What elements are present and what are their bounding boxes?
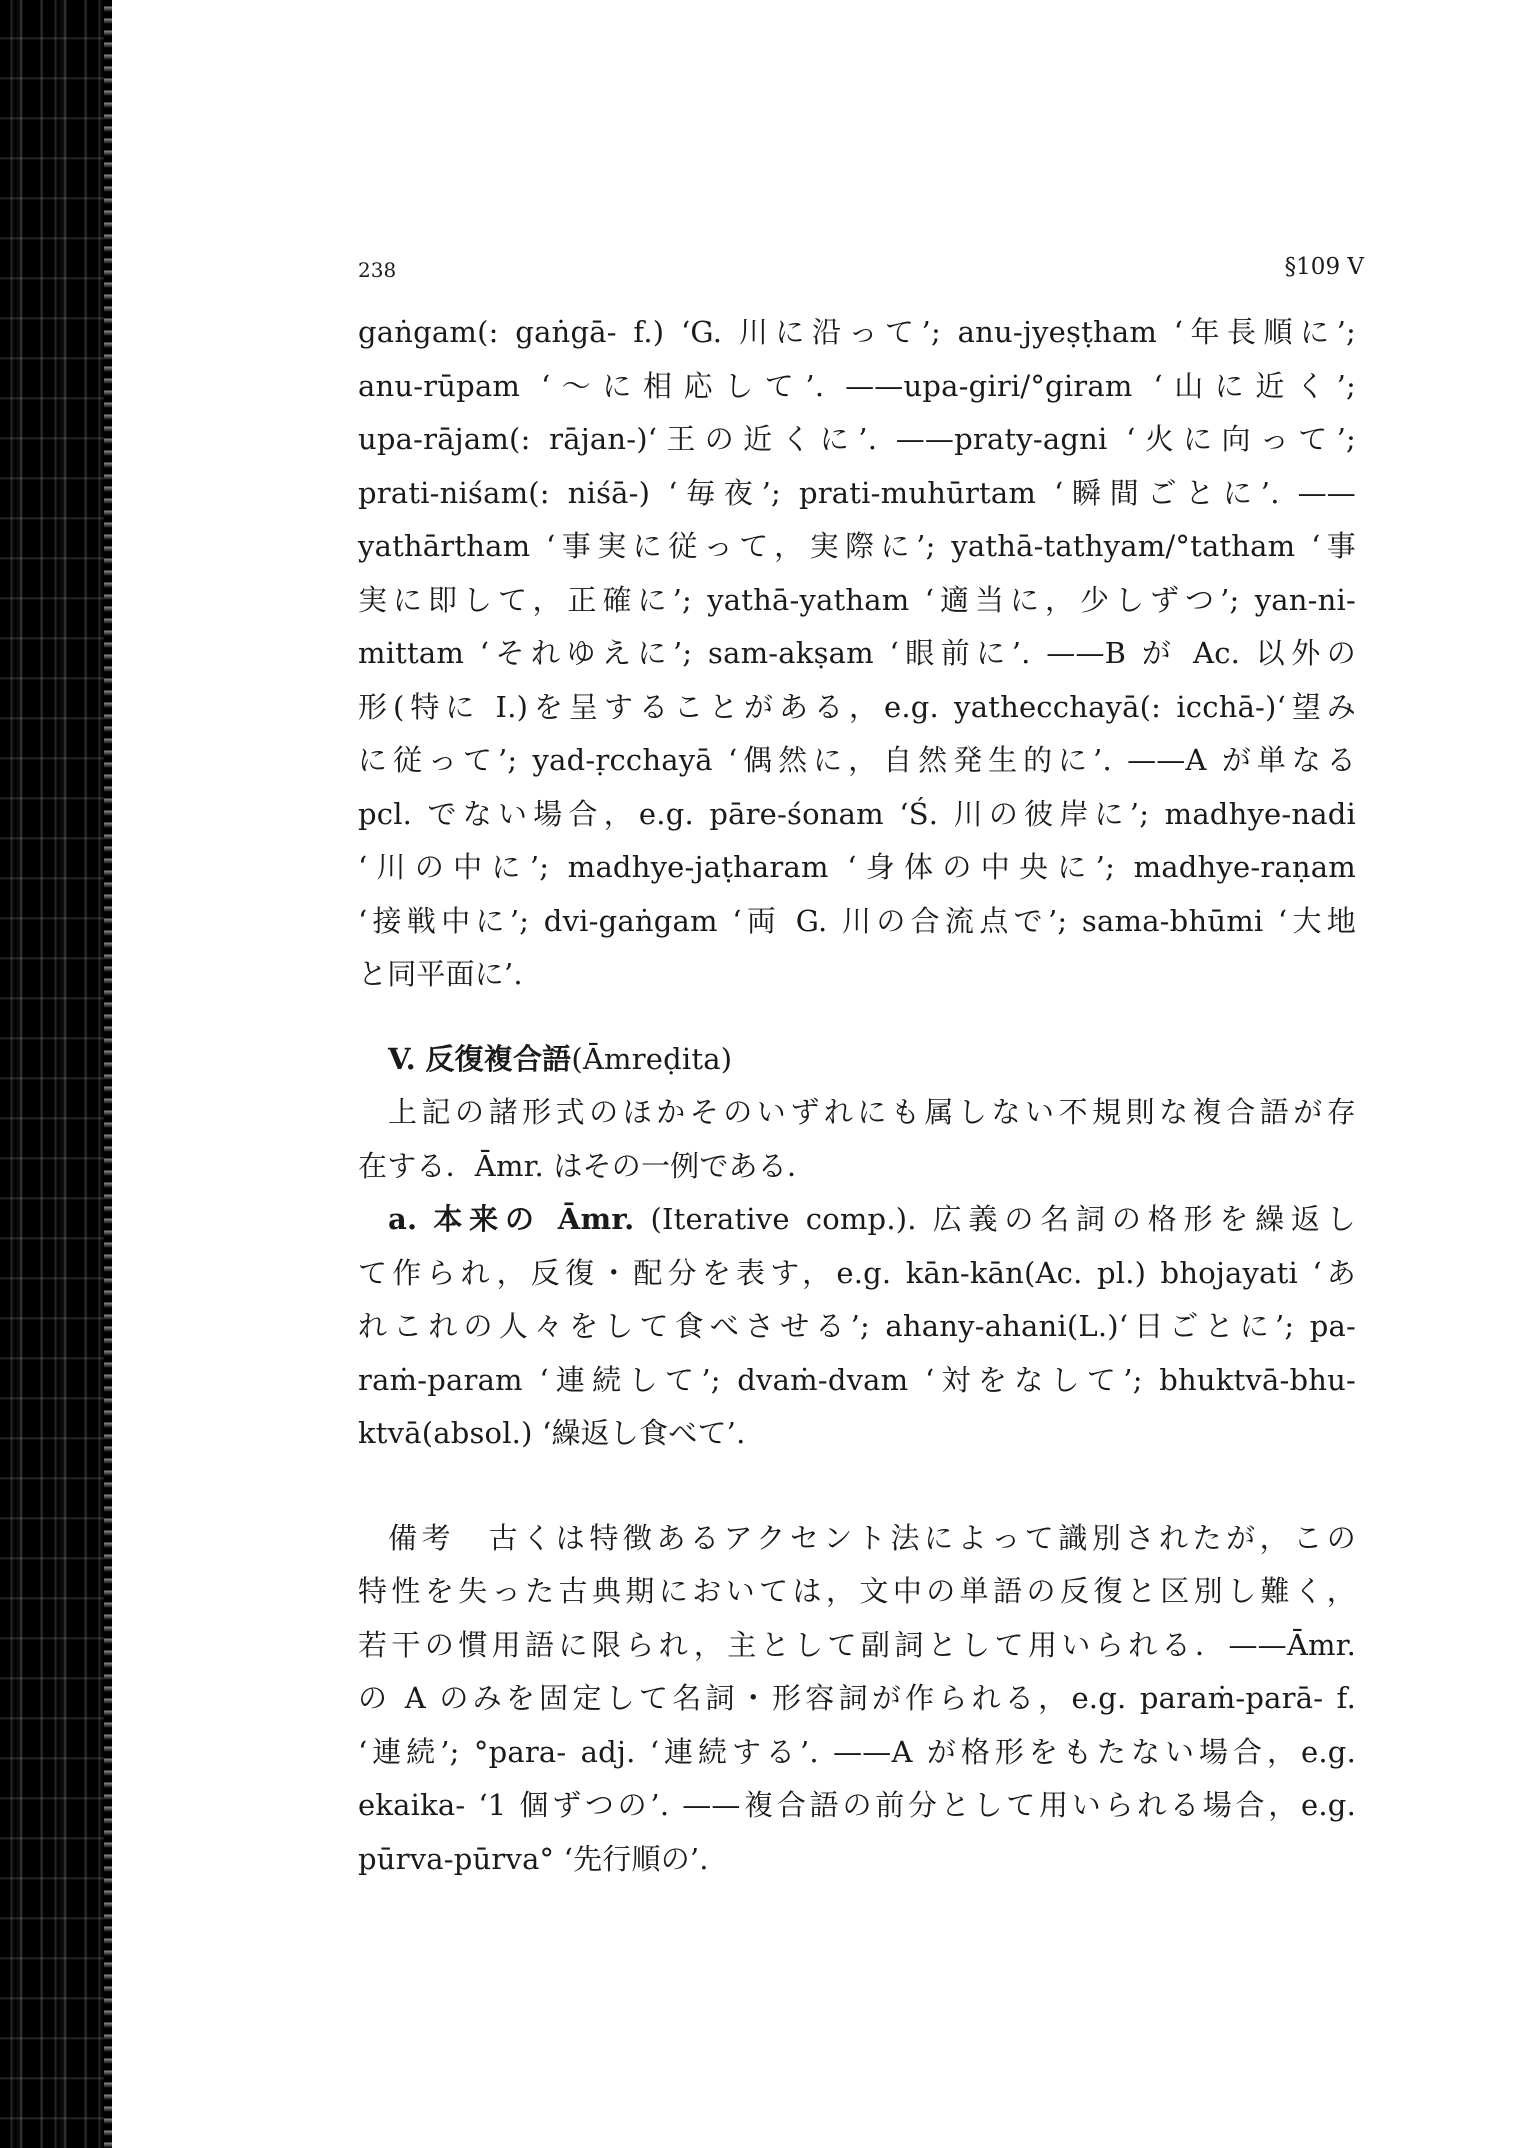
text-line: raṁ-param ‘連続して’; dvaṁ-dvam ‘対をなして’; bhuktvā-bhu- xyxy=(358,1362,1356,1397)
text-line: ‘川の中に’; madhye-jaṭharam ‘身体の中央に’; madhye-raṇam xyxy=(358,850,1356,884)
text-line: ‘接戦中に’; dvi-gaṅgam ‘両 G. 川の合流点で’; sama-bhūmi ‘大地 xyxy=(358,903,1356,938)
text-line: ktvā(absol.) ‘繰返し食べて’. xyxy=(358,1416,746,1450)
main-text xyxy=(358,306,1356,1886)
page-header xyxy=(358,240,1364,282)
text-line: upa-rājam(: rājan-)‘王の近くに’. ——praty-agni ‘火に向って’; xyxy=(358,422,1356,456)
text-line: 上記の諸形式のほかそのいずれにも属しない不規則な複合語が存 xyxy=(388,1095,1356,1129)
section-heading-term: (Āmreḍita) xyxy=(571,1041,733,1076)
text-line: ekaika- ‘1 個ずつの’. ——複合語の前分として用いられる場合，e.g. xyxy=(358,1788,1356,1822)
text-line: に従って’; yad-ṛcchayā ‘偶然に，自然発生的に’. ——A が単なる xyxy=(358,743,1356,777)
subsection-a xyxy=(358,1193,1356,1461)
section-intro xyxy=(358,1086,1356,1193)
text-line: pcl. でない場合，e.g. pāre-śonam ‘Ś. 川の彼岸に’; madhye-nadi xyxy=(358,796,1356,831)
subsection-text: (Iterative comp.). 広義の名詞の格形を繰返し xyxy=(650,1202,1356,1236)
subsection-a-first-line xyxy=(358,1193,1356,1247)
text-line: mittam ‘それゆえに’; sam-akṣam ‘眼前に’. ——B が Ac. 以外の xyxy=(358,636,1356,670)
text-line: prati-niśam(: niśā-) ‘毎夜’; prati-muhūrtam ‘瞬間ごとに’. —— xyxy=(358,475,1356,510)
page-number: 238 xyxy=(358,258,397,282)
book-page xyxy=(358,240,1364,1886)
section-heading-title: 反復複合語 xyxy=(425,1041,572,1076)
text-line: pūrva-pūrva° ‘先行順の’. xyxy=(358,1841,709,1876)
text-line: の A のみを固定して名詞・形容詞が作られる，e.g. paraṁ-parā- f. xyxy=(358,1681,1356,1715)
text-line: 実に即して，正確に’; yathā-yatham ‘適当に，少しずつ’; yan-ni- xyxy=(358,582,1356,617)
subsection-title: 本来の Āmr. xyxy=(433,1202,635,1236)
text-line: gaṅgam(: gaṅgā- f.) ‘G. 川に沿って’; anu-jyeṣṭham ‘年長順に’; xyxy=(358,315,1356,349)
text-line: ‘連続’; °para- adj. ‘連続する’. ——A が格形をもたない場合，e.g. xyxy=(358,1734,1356,1769)
remark-note xyxy=(358,1512,1356,1887)
text-line: 特性を失った古典期においては，文中の単語の反復と区別し難く， xyxy=(358,1574,1356,1608)
text-line: yathārtham ‘事実に従って，実際に’; yathā-tathyam/°tatham ‘事 xyxy=(358,529,1356,563)
text-line: 形(特に I.)を呈することがある，e.g. yathecchayā(: icchā-)‘望み xyxy=(358,689,1356,724)
section-heading-number: V. xyxy=(388,1041,416,1076)
paragraph-examples xyxy=(358,306,1356,1002)
text-line: anu-rūpam ‘～に相応して’. ——upa-giri/°giram ‘山に近く’; xyxy=(358,368,1356,403)
text-line: て作られ，反復・配分を表す，e.g. kān-kān(Ac. pl.) bhojayati ‘あ xyxy=(358,1255,1356,1290)
text-line: 若干の慣用語に限られ，主として副詞として用いられる．——Āmr. xyxy=(358,1627,1356,1662)
remark-first-line: 備考 古くは特徴あるアクセント法によって識別されたが，この xyxy=(388,1520,1356,1555)
page-edge xyxy=(104,0,112,2148)
subsection-label: a. xyxy=(388,1202,418,1236)
text-line: れこれの人々をして食べさせる’; ahany-ahani(L.)‘日ごとに’; pa- xyxy=(358,1309,1356,1343)
section-reference: §109 V xyxy=(1284,254,1364,280)
book-binding-shadow xyxy=(0,0,110,2148)
section-heading xyxy=(358,1033,1356,1087)
text-line: と同平面に’. xyxy=(358,957,523,991)
text-line: 在する．Āmr. はその一例である． xyxy=(358,1148,817,1183)
